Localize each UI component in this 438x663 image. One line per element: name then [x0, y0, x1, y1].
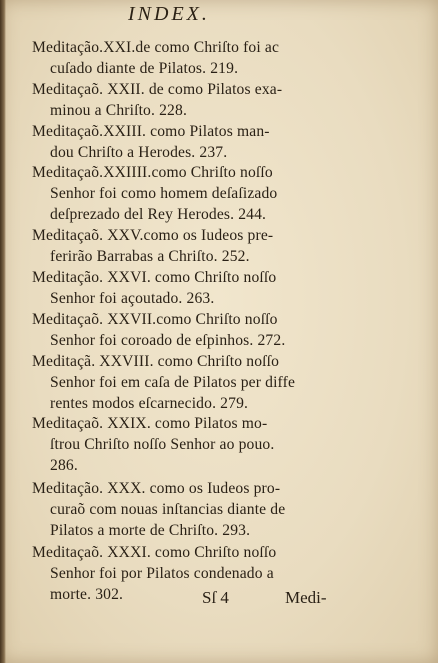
entry-line: 286. [50, 457, 78, 474]
entry-line: curaõ com nouas inſtancias diante de [50, 501, 286, 518]
entry-line: ferirão Barrabas a Chriſto. 252. [50, 248, 250, 265]
entry-line: dou Chriſto a Herodes. 237. [50, 144, 228, 161]
entry-line: Meditaçã. XXVIII. como Chriſto noſſo [32, 353, 280, 370]
entry-line: Senhor foi por Pilatos condenado a [50, 565, 274, 582]
entry-line: Meditação. XXX. como os Iudeos pro- [32, 480, 281, 497]
entry-line: Meditação.XXI.de como Chriſto foi ac [32, 39, 280, 56]
entry-line: rentes modos eſcarnecido. 279. [50, 395, 249, 412]
entry-line: Meditaçaõ. XXV.como os Iudeos pre- [32, 227, 274, 244]
catchword: Medi- [285, 588, 327, 607]
entry-line: Senhor foi açoutado. 263. [50, 290, 215, 307]
entry-line: Senhor foi como homem deſaſizado [50, 185, 278, 202]
entry-line: Meditaçaõ.XXIIII.como Chriſto noſſo [32, 164, 273, 181]
entry-line: Pilatos a morte de Chriſto. 293. [50, 522, 251, 539]
page-gutter-shadow [0, 0, 6, 663]
entry-line: Meditaçaõ.XXIII. como Pilatos man- [32, 123, 270, 140]
running-head: INDEX. [128, 3, 210, 25]
entry-line: ſtrou Chriſto noſſo Senhor ao pouo. [50, 436, 275, 453]
entry-line: Meditaçaõ. XXXI. como Chriſto noſſo [32, 544, 277, 561]
entry-line: Meditação. XXVI. como Chriſto noſſo [32, 269, 277, 286]
entry-line: morte. 302. [50, 586, 124, 603]
signature-mark: Sſ 4 [202, 588, 229, 607]
entry-line: minou a Chriſto. 228. [50, 102, 187, 119]
entry-line: Senhor foi em caſa de Pilatos per diffe [50, 374, 296, 391]
entry-line: Meditaçaõ. XXII. de como Pilatos exa- [32, 81, 283, 98]
entry-line: cuſado diante de Pilatos. 219. [50, 60, 239, 77]
entry-line: Meditaçaõ. XXIX. como Pilatos mo- [32, 415, 268, 432]
entry-line: deſprezado del Rey Herodes. 244. [50, 206, 267, 223]
entry-line: Senhor foi coroado de eſpinhos. 272. [50, 332, 286, 349]
entry-line: Meditaçaõ. XXVII.como Chriſto noſſo [32, 311, 278, 328]
